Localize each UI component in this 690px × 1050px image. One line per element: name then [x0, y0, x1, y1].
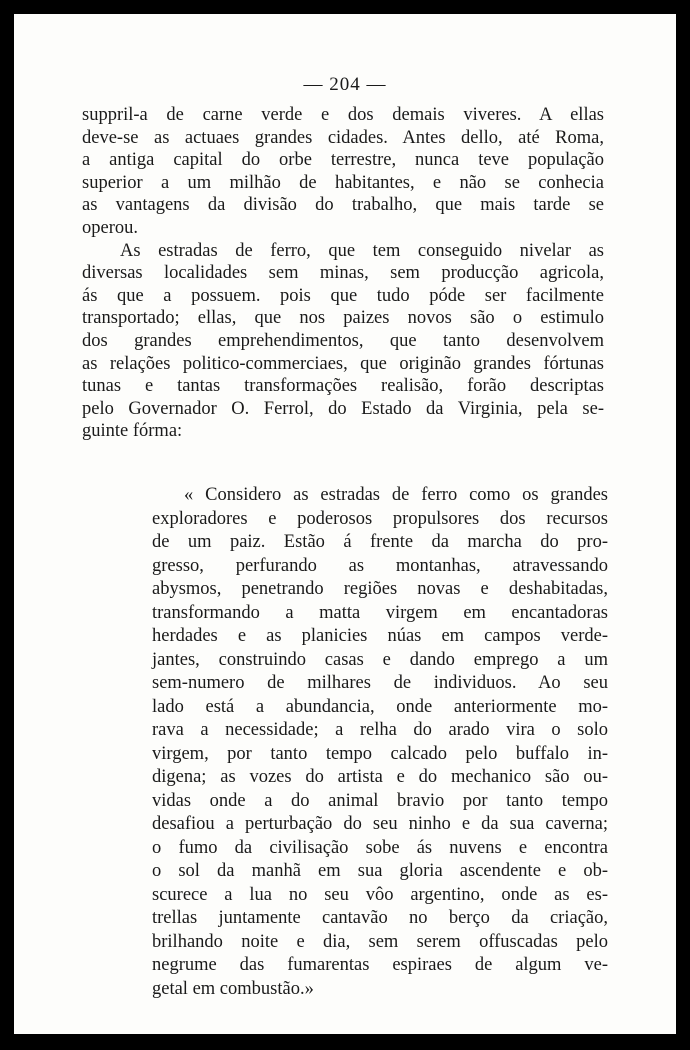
- body-text: [82, 104, 604, 443]
- book-page: [14, 14, 676, 1034]
- quote-line: transformando a matta virgem em encantadoras: [152, 602, 608, 623]
- quote-line: o fumo da civilisação sobe ás nuvens e encontra: [152, 837, 608, 858]
- quote-line: lado está a abundancia, onde anteriormente mo-: [152, 696, 608, 717]
- block-quote: [152, 484, 608, 1001]
- quote-line: getal em combustão.»: [152, 978, 314, 999]
- quote-line: herdades e as planicies núas em campos verde-: [152, 626, 608, 646]
- quote-line: brilhando noite e dia, sem serem offuscadas pelo: [152, 931, 608, 952]
- text-line: as vantagens da divisão do trabalho, que mais tarde se: [82, 195, 604, 216]
- text-line: operou.: [82, 217, 138, 238]
- text-line: ás que a possuem. pois que tudo póde ser facilmente: [82, 285, 604, 306]
- text-line: suppril-a de carne verde e dos demais viveres. A ellas: [82, 105, 604, 125]
- quote-line: exploradores e poderosos propulsores dos recursos: [152, 508, 608, 529]
- text-line: transportado; ellas, que nos paizes novos são o estimulo: [82, 308, 604, 329]
- quote-line: jantes, construindo casas e dando emprego a um: [152, 649, 608, 670]
- text-line: as relações politico-commerciaes, que originão grandes fórtunas: [82, 353, 604, 374]
- quote-line: scurece a lua no seu vôo argentino, onde as es-: [152, 884, 608, 905]
- quote-line: virgem, por tanto tempo calcado pelo buffalo in-: [152, 743, 608, 764]
- quote-line: digena; as vozes do artista e do mechanico são ou-: [152, 767, 608, 787]
- quote-line: de um paiz. Estão á frente da marcha do pro-: [152, 532, 608, 552]
- quote-line: vidas onde a do animal bravio por tanto tempo: [152, 790, 608, 811]
- quote-line: o sol da manhã em sua gloria ascendente e ob-: [152, 861, 608, 881]
- quote-line: « Considero as estradas de ferro como os grandes: [184, 485, 608, 505]
- quote-line: rava a necessidade; a relha do arado vira o solo: [152, 720, 608, 740]
- text-line: guinte fórma:: [82, 421, 183, 442]
- text-line: tunas e tantas transformações realisão, forão descriptas: [82, 376, 604, 397]
- quote-line: gresso, perfurando as montanhas, atravessando: [152, 555, 608, 576]
- page-number: — 204 —: [303, 74, 387, 95]
- text-line: a antiga capital do orbe terrestre, nunca teve população: [82, 150, 604, 171]
- quote-line: desafiou a perturbação do seu ninho e da sua caverna;: [152, 814, 608, 834]
- quote-line: sem-numero de milhares de individuos. Ao seu: [152, 673, 608, 693]
- text-line: dos grandes emprehendimentos, que tanto desenvolvem: [82, 330, 604, 351]
- quote-line: negrume das fumarentas espiraes de algum ve-: [152, 955, 608, 975]
- text-line: superior a um milhão de habitantes, e não se conhecia: [82, 172, 604, 193]
- text-line: diversas localidades sem minas, sem producção agricola,: [82, 263, 604, 284]
- text-line: As estradas de ferro, que tem conseguido nivelar as: [120, 240, 604, 261]
- text-line: deve-se as actuaes grandes cidades. Antes dello, até Roma,: [82, 127, 604, 148]
- quote-line: trellas juntamente cantavão no berço da criação,: [152, 908, 608, 928]
- quote-line: abysmos, penetrando regiões novas e deshabitadas,: [152, 579, 608, 599]
- text-line: pelo Governador O. Ferrol, do Estado da Virginia, pela se-: [82, 398, 604, 419]
